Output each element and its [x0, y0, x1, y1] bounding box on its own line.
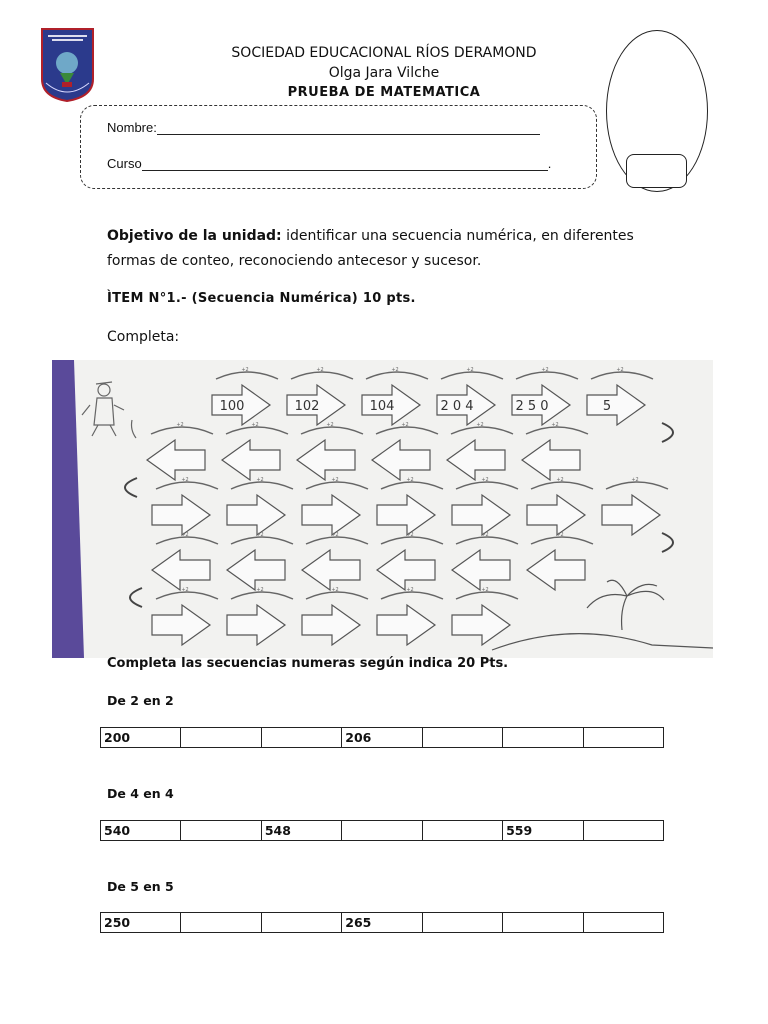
student-info-box [80, 105, 597, 189]
sequence-arrow [377, 587, 443, 645]
turn-connector [662, 533, 673, 552]
cell: 250 [101, 913, 181, 933]
cell[interactable] [583, 728, 663, 748]
sequence-arrow [377, 477, 443, 535]
step-label: +2 [331, 587, 339, 593]
step-label: +2 [256, 477, 264, 483]
turn-connector [662, 423, 673, 442]
purple-border [52, 360, 84, 658]
arrow-value: 104 [369, 399, 395, 414]
step-label: +2 [331, 532, 339, 538]
step-label: +2 [251, 422, 259, 428]
turn-connector [130, 588, 142, 607]
course-end: . [547, 156, 552, 171]
item2-instruction: Completa las secuencias numeras según indica 20 Pts. [107, 656, 509, 671]
step-label: +2 [241, 367, 249, 373]
step-label: +2 [631, 477, 639, 483]
sequence-arrow [227, 532, 293, 590]
name-line[interactable] [157, 120, 540, 135]
grade-box [626, 154, 687, 188]
sequence-arrow [512, 367, 578, 425]
step-label: +2 [406, 477, 414, 483]
cell: 548 [261, 821, 341, 841]
sequence-arrow [302, 532, 368, 590]
sequence-arrow [527, 532, 593, 590]
objective-label: Objetivo de la unidad: [107, 228, 282, 244]
sequence-arrow [302, 477, 368, 535]
step-label: +2 [481, 477, 489, 483]
objective-text: identificar una secuencia numérica, en diferentes [281, 228, 634, 244]
arrow-value: 2 5 0 [515, 399, 549, 414]
step-label: +2 [406, 532, 414, 538]
step-label: +2 [401, 422, 409, 428]
cell[interactable] [422, 728, 502, 748]
sequence-arrow [297, 422, 363, 480]
step-label: +2 [551, 422, 559, 428]
sequence-arrow [227, 587, 293, 645]
cell[interactable] [583, 821, 663, 841]
name-field[interactable] [107, 120, 540, 135]
step-label: +2 [556, 532, 564, 538]
cell: 540 [101, 821, 181, 841]
step-label: +2 [256, 532, 264, 538]
sequence-label-4: De 4 en 4 [107, 786, 174, 801]
cell[interactable] [503, 913, 583, 933]
sequence-table-2 [100, 727, 664, 748]
step-label: +2 [556, 477, 564, 483]
cell[interactable] [181, 913, 261, 933]
cell: 206 [342, 728, 422, 748]
sequence-arrow [452, 587, 518, 645]
sequence-arrow [152, 532, 218, 590]
pirate-drawing [82, 382, 136, 438]
sequence-arrow [452, 532, 518, 590]
sequence-arrow [147, 422, 213, 480]
sequence-arrow [452, 477, 518, 535]
sequence-label-2: De 2 en 2 [107, 693, 174, 708]
school-name: SOCIEDAD EDUCACIONAL RÍOS DERAMOND [231, 45, 537, 61]
sequence-arrow [527, 477, 593, 535]
sequence-arrow [227, 477, 293, 535]
sequence-arrow [437, 367, 503, 425]
objective-line-2: formas de conteo, reconociendo antecesor y sucesor. [107, 253, 482, 269]
sequence-label-5: De 5 en 5 [107, 879, 174, 894]
sequence-arrow [362, 367, 428, 425]
item1-title: ÌTEM N°1.- (Secuencia Numérica) 10 pts. [107, 291, 416, 306]
cell: 265 [342, 913, 422, 933]
course-line[interactable] [142, 156, 548, 171]
sequence-arrow [377, 532, 443, 590]
sequence-arrow [602, 477, 668, 535]
step-label: +2 [406, 587, 414, 593]
step-label: +2 [331, 477, 339, 483]
sequence-arrow [152, 477, 218, 535]
cell[interactable] [261, 913, 341, 933]
step-label: +2 [181, 532, 189, 538]
cell[interactable] [342, 821, 422, 841]
sequence-arrow [222, 422, 288, 480]
cell: 200 [101, 728, 181, 748]
step-label: +2 [466, 367, 474, 373]
step-label: +2 [316, 367, 324, 373]
arrow-value: 2 0 4 [440, 399, 474, 414]
step-label: +2 [181, 587, 189, 593]
objective-line-1 [107, 228, 634, 244]
arrow-value: 5 [602, 399, 612, 414]
arrow-value: 102 [294, 399, 320, 414]
name-label: Nombre: [107, 120, 157, 135]
cell: 559 [503, 821, 583, 841]
course-label: Curso [107, 156, 142, 171]
teacher-name: Olga Jara Vilche [328, 65, 440, 81]
arrow-value: 100 [219, 399, 245, 414]
test-title: PRUEBA DE MATEMATICA [287, 85, 481, 100]
sequence-arrow [302, 587, 368, 645]
cell[interactable] [422, 821, 502, 841]
step-label: +2 [481, 587, 489, 593]
sequence-arrow [287, 367, 353, 425]
item1-instruction: Completa: [107, 329, 180, 345]
course-field[interactable] [107, 156, 551, 171]
step-label: +2 [541, 367, 549, 373]
step-label: +2 [326, 422, 334, 428]
cell[interactable] [261, 728, 341, 748]
step-label: +2 [176, 422, 184, 428]
sequence-arrow [152, 587, 218, 645]
island-drawing [492, 580, 713, 650]
step-label: +2 [391, 367, 399, 373]
sequence-arrow [212, 367, 278, 425]
cell[interactable] [583, 913, 663, 933]
step-label: +2 [256, 587, 264, 593]
sequence-arrow [447, 422, 513, 480]
sequence-table-5 [100, 912, 664, 933]
turn-connector [125, 478, 137, 497]
step-label: +2 [481, 532, 489, 538]
step-label: +2 [476, 422, 484, 428]
cell[interactable] [503, 728, 583, 748]
sequence-arrow [522, 422, 588, 480]
cell[interactable] [422, 913, 502, 933]
cell[interactable] [181, 728, 261, 748]
sequence-arrow [372, 422, 438, 480]
sequence-worksheet-image [52, 360, 713, 658]
sequence-arrow [587, 367, 653, 425]
sequence-table-4 [100, 820, 664, 841]
step-label: +2 [181, 477, 189, 483]
cell[interactable] [181, 821, 261, 841]
step-label: +2 [616, 367, 624, 373]
